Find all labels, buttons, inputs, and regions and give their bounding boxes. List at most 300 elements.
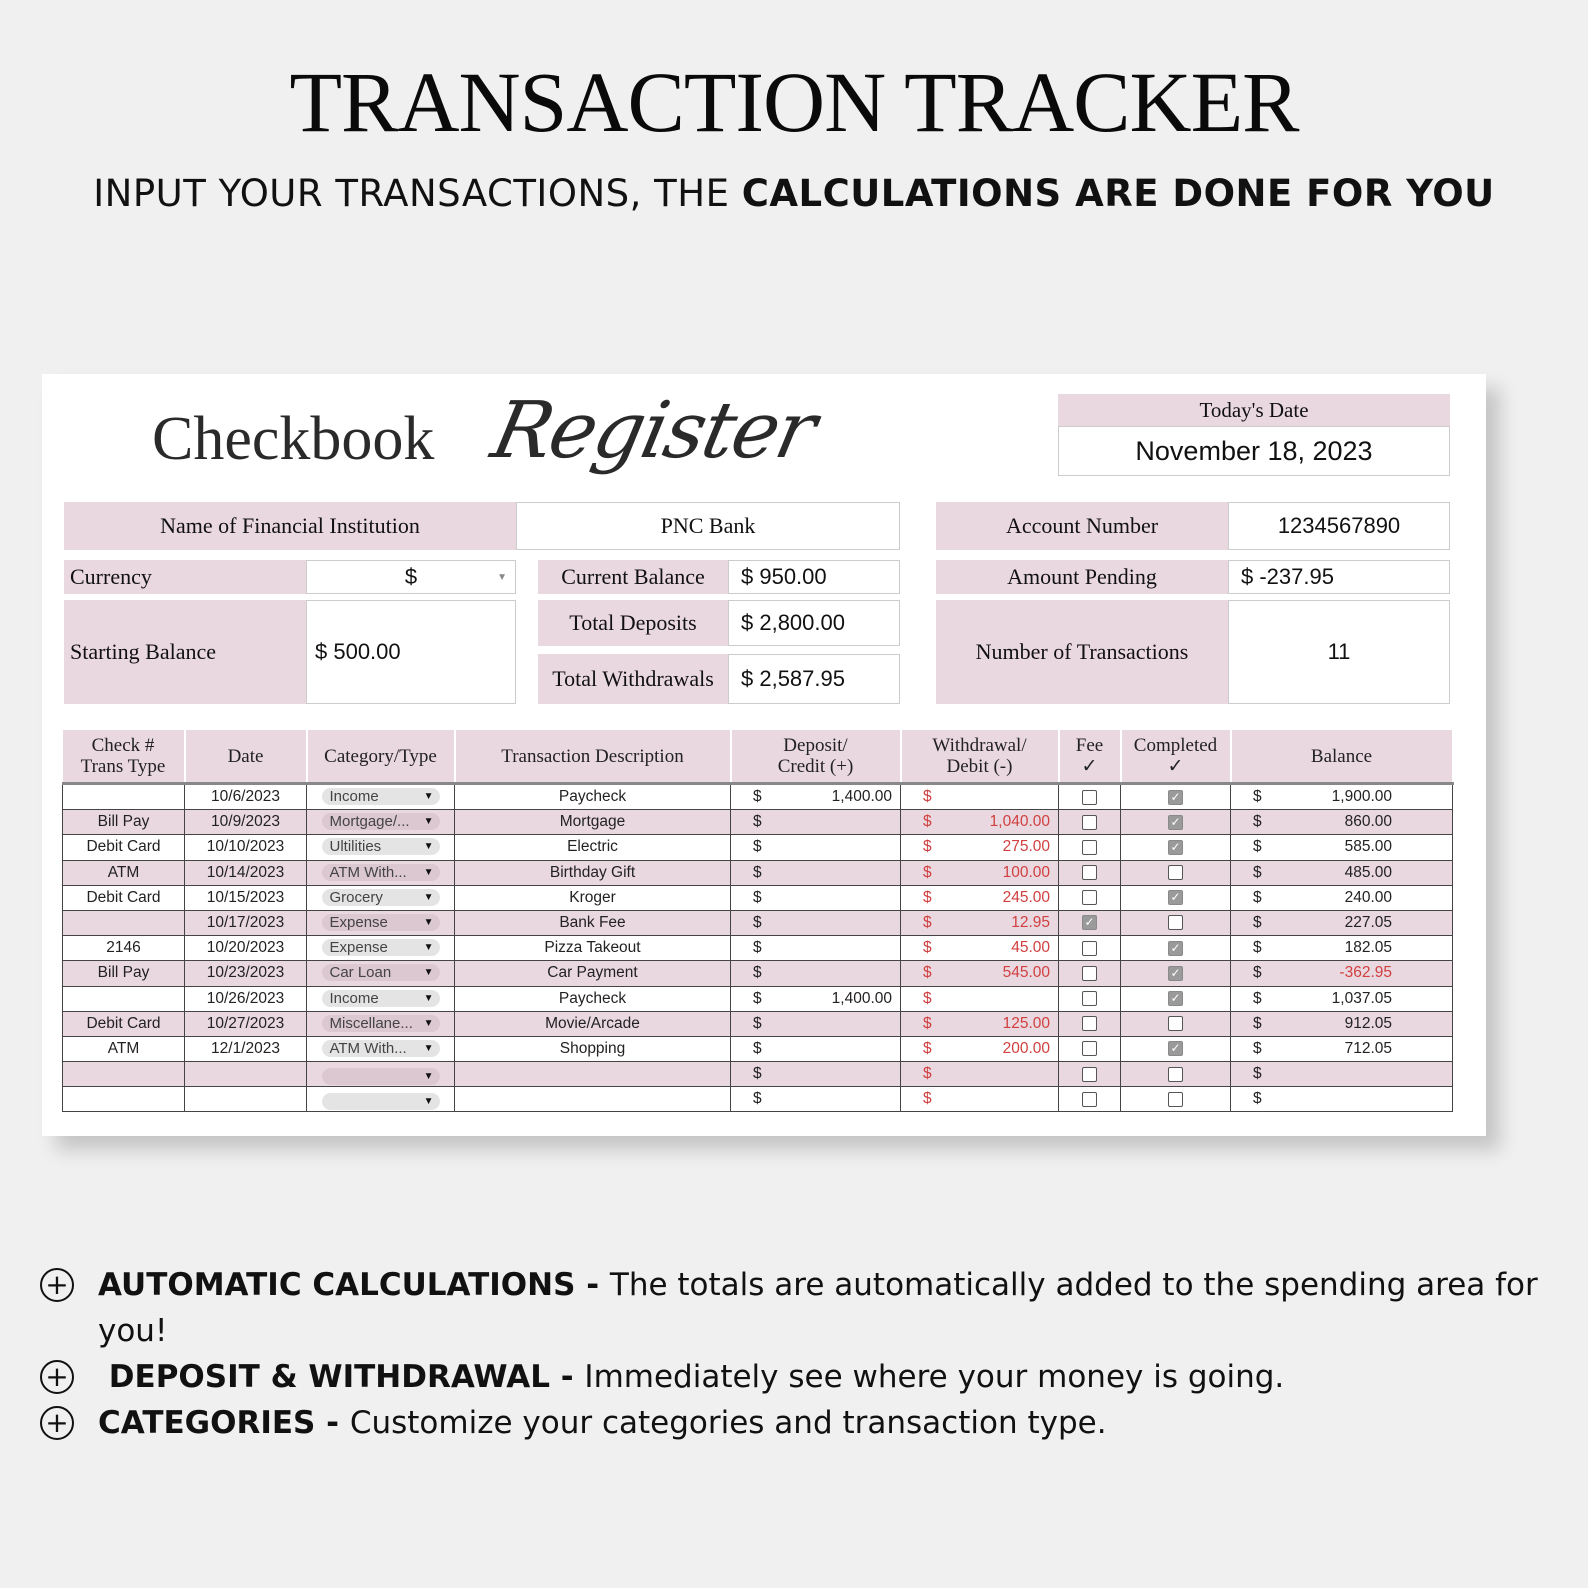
cell-category[interactable] (307, 810, 455, 835)
cell-date[interactable] (185, 1062, 307, 1087)
cell-description[interactable]: Shopping (455, 1036, 731, 1061)
deposit-amount (822, 939, 892, 957)
cell-deposit[interactable] (731, 885, 901, 910)
withdrawal-amount (980, 990, 1050, 1008)
category-value: Miscellane... (329, 1014, 413, 1032)
feature-item (40, 1262, 1540, 1354)
currency-symbol: $ (1253, 914, 1262, 932)
completed-checkbox[interactable]: ✓ (1168, 941, 1183, 956)
category-dropdown[interactable] (322, 1015, 440, 1032)
cell-withdrawal[interactable] (901, 1011, 1059, 1036)
cell-check[interactable]: Bill Pay (63, 810, 185, 835)
currency-symbol: $ (923, 939, 932, 957)
header-deposit-label: Deposit/ Credit (+) (777, 735, 854, 777)
completed-checkbox[interactable] (1168, 865, 1183, 880)
cell-description[interactable] (455, 1087, 731, 1112)
page-subtitle (0, 172, 1588, 215)
logo-checkbook: Checkbook (152, 405, 435, 473)
currency-symbol: $ (1253, 939, 1262, 957)
fee-checkbox[interactable] (1082, 790, 1097, 805)
cell-withdrawal[interactable] (901, 986, 1059, 1011)
cell-description[interactable]: Movie/Arcade (455, 1011, 731, 1036)
num-transactions-value: 11 (1228, 600, 1450, 704)
currency-symbol: $ (753, 939, 762, 957)
caret-down-icon: ▼ (423, 1017, 434, 1029)
feature-bold: CATEGORIES - (98, 1405, 350, 1441)
caret-down-icon: ▼ (423, 866, 434, 878)
category-dropdown[interactable] (322, 990, 440, 1007)
header-description: Transaction Description (455, 730, 731, 784)
currency-symbol: $ (753, 863, 762, 881)
feature-bold: DEPOSIT & WITHDRAWAL - (98, 1359, 585, 1395)
total-withdrawals-label: Total Withdrawals (538, 654, 728, 704)
cell-withdrawal[interactable] (901, 961, 1059, 986)
cell-date[interactable]: 10/26/2023 (185, 986, 307, 1011)
cell-deposit[interactable] (731, 1011, 901, 1036)
currency-symbol: $ (753, 1039, 762, 1057)
table-row (63, 835, 1453, 860)
table-row (63, 810, 1453, 835)
cell-fee (1059, 1062, 1121, 1087)
cell-date[interactable]: 10/27/2023 (185, 1011, 307, 1036)
feature-item (40, 1354, 1540, 1400)
cell-deposit[interactable] (731, 784, 901, 810)
today-date-value[interactable]: November 18, 2023 (1058, 426, 1450, 476)
cell-completed (1121, 810, 1231, 835)
cell-check[interactable]: ATM (63, 1036, 185, 1061)
cell-withdrawal[interactable] (901, 1087, 1059, 1112)
withdrawal-amount: 200.00 (1002, 1039, 1050, 1057)
amount-pending-value: $ -237.95 (1228, 560, 1450, 594)
currency-symbol: $ (753, 888, 762, 906)
header-withdrawal (901, 730, 1059, 784)
plus-circle-icon: + (40, 1268, 74, 1302)
cell-withdrawal[interactable] (901, 1036, 1059, 1061)
cell-fee (1059, 810, 1121, 835)
currency-symbol: $ (1253, 1065, 1262, 1083)
table-row (63, 910, 1453, 935)
cell-check[interactable] (63, 910, 185, 935)
cell-date[interactable]: 10/9/2023 (185, 810, 307, 835)
caret-down-icon: ▼ (423, 841, 434, 853)
currency-symbol: $ (923, 1039, 932, 1057)
cell-description[interactable]: Pizza Takeout (455, 936, 731, 961)
header-date: Date (185, 730, 307, 784)
cell-fee (1059, 936, 1121, 961)
cell-check[interactable]: ATM (63, 860, 185, 885)
completed-checkbox[interactable] (1168, 915, 1183, 930)
fee-checkbox[interactable]: ✓ (1082, 915, 1097, 930)
deposit-amount: 1,400.00 (831, 788, 892, 806)
completed-checkbox[interactable]: ✓ (1168, 815, 1183, 830)
currency-symbol: $ (753, 989, 762, 1007)
caret-down-icon: ▼ (423, 1042, 434, 1054)
category-dropdown[interactable] (322, 838, 440, 855)
feature-text: The totals are automatically added to the spending area for you! (98, 1267, 1538, 1349)
cell-date[interactable]: 12/1/2023 (185, 1036, 307, 1061)
table-row (63, 936, 1453, 961)
cell-withdrawal[interactable] (901, 784, 1059, 810)
cell-completed (1121, 1087, 1231, 1112)
category-dropdown[interactable] (322, 788, 440, 805)
deposit-amount (822, 813, 892, 831)
cell-description[interactable]: Bank Fee (455, 910, 731, 935)
caret-down-icon: ▼ (423, 791, 434, 803)
cell-description[interactable]: Mortgage (455, 810, 731, 835)
fee-checkbox[interactable] (1082, 815, 1097, 830)
currency-symbol: $ (923, 1090, 932, 1108)
cell-completed (1121, 1036, 1231, 1061)
category-dropdown[interactable] (322, 1040, 440, 1057)
logo-register: Register (484, 386, 823, 476)
total-deposits-label: Total Deposits (538, 600, 728, 646)
currency-symbol: $ (753, 1014, 762, 1032)
cell-check[interactable]: Debit Card (63, 835, 185, 860)
header-category: Category/Type (307, 730, 455, 784)
balance-amount: -362.95 (1339, 964, 1392, 982)
num-transactions-label: Number of Transactions (936, 600, 1228, 704)
currency-symbol: $ (753, 1090, 762, 1108)
category-dropdown[interactable] (322, 1068, 440, 1085)
cell-deposit[interactable] (731, 810, 901, 835)
currency-symbol: $ (753, 1065, 762, 1083)
current-balance-value: $ 950.00 (728, 560, 900, 594)
withdrawal-amount: 245.00 (1002, 888, 1050, 906)
amount-pending-label: Amount Pending (936, 560, 1228, 594)
cell-completed (1121, 936, 1231, 961)
fee-checkbox[interactable] (1082, 865, 1097, 880)
balance-amount: 712.05 (1344, 1039, 1392, 1057)
subtitle-plain: INPUT YOUR TRANSACTIONS, THE (93, 172, 742, 215)
category-value: Income (329, 989, 379, 1007)
cell-balance (1231, 860, 1453, 885)
cell-description[interactable]: Electric (455, 835, 731, 860)
cell-completed (1121, 885, 1231, 910)
currency-symbol: $ (753, 788, 762, 806)
balance-amount: 227.05 (1344, 914, 1392, 932)
completed-checkbox[interactable]: ✓ (1168, 790, 1183, 805)
completed-checkbox[interactable] (1168, 1092, 1183, 1107)
cell-fee (1059, 1036, 1121, 1061)
cell-deposit[interactable] (731, 986, 901, 1011)
cell-description[interactable]: Birthday Gift (455, 860, 731, 885)
subtitle-bold: CALCULATIONS ARE DONE FOR YOU (741, 172, 1495, 215)
deposit-amount: 1,400.00 (831, 989, 892, 1007)
header-completed (1121, 730, 1231, 784)
cell-category[interactable] (307, 936, 455, 961)
fee-checkbox[interactable] (1082, 941, 1097, 956)
currency-symbol: $ (923, 964, 932, 982)
caret-down-icon: ▼ (423, 967, 434, 979)
cell-date[interactable]: 10/6/2023 (185, 784, 307, 810)
category-value: Mortgage/... (329, 813, 410, 831)
currency-symbol: $ (1253, 888, 1262, 906)
register-table (62, 730, 1454, 1112)
cell-date[interactable]: 10/14/2023 (185, 860, 307, 885)
caret-down-icon: ▼ (423, 992, 434, 1004)
cell-balance (1231, 810, 1453, 835)
cell-category[interactable] (307, 885, 455, 910)
cell-deposit[interactable] (731, 835, 901, 860)
cell-completed (1121, 910, 1231, 935)
balance-amount (1322, 1065, 1392, 1083)
total-withdrawals-value: $ 2,587.95 (728, 654, 900, 704)
caret-down-icon: ▼ (423, 942, 434, 954)
currency-symbol: $ (753, 813, 762, 831)
category-dropdown[interactable] (322, 864, 440, 881)
withdrawal-amount (980, 1090, 1050, 1108)
header-check-label: Check # Trans Type (80, 735, 166, 777)
completed-checkbox[interactable]: ✓ (1168, 991, 1183, 1006)
header-withdrawal-label: Withdrawal/ Debit (-) (932, 735, 1027, 777)
cell-date[interactable]: 10/23/2023 (185, 961, 307, 986)
withdrawal-amount (980, 1065, 1050, 1083)
currency-symbol: $ (1253, 1014, 1262, 1032)
cell-category[interactable] (307, 860, 455, 885)
completed-checkbox[interactable]: ✓ (1168, 966, 1183, 981)
cell-withdrawal[interactable] (901, 860, 1059, 885)
cell-balance (1231, 1036, 1453, 1061)
cell-balance (1231, 885, 1453, 910)
table-row (63, 1011, 1453, 1036)
cell-balance (1231, 986, 1453, 1011)
category-value: Income (329, 788, 379, 806)
cell-completed (1121, 986, 1231, 1011)
cell-category[interactable] (307, 986, 455, 1011)
cell-completed (1121, 1062, 1231, 1087)
category-value: Grocery (329, 888, 383, 906)
cell-description[interactable]: Paycheck (455, 986, 731, 1011)
completed-checkbox[interactable]: ✓ (1168, 1041, 1183, 1056)
table-row (63, 860, 1453, 885)
withdrawal-amount: 1,040.00 (989, 813, 1050, 831)
deposit-amount (822, 964, 892, 982)
balance-amount: 485.00 (1344, 863, 1392, 881)
deposit-amount (822, 889, 892, 907)
deposit-amount (822, 1040, 892, 1058)
withdrawal-amount: 545.00 (1002, 964, 1050, 982)
currency-symbol: $ (1253, 813, 1262, 831)
cell-category[interactable] (307, 835, 455, 860)
header-balance: Balance (1231, 730, 1453, 784)
cell-check[interactable]: Bill Pay (63, 961, 185, 986)
table-header-row (63, 730, 1453, 784)
completed-checkbox[interactable]: ✓ (1168, 890, 1183, 905)
deposit-amount (822, 864, 892, 882)
header-fee (1059, 730, 1121, 784)
balance-amount: 860.00 (1344, 813, 1392, 831)
currency-symbol: $ (753, 838, 762, 856)
cell-check[interactable]: Debit Card (63, 885, 185, 910)
balance-amount: 182.05 (1344, 939, 1392, 957)
deposit-amount (822, 838, 892, 856)
plus-circle-icon: + (40, 1360, 74, 1394)
cell-deposit[interactable] (731, 1062, 901, 1087)
fee-checkbox[interactable] (1082, 890, 1097, 905)
fee-checkbox[interactable] (1082, 966, 1097, 981)
caret-down-icon: ▼ (423, 1070, 434, 1082)
currency-symbol: $ (1253, 863, 1262, 881)
category-value: Expense (329, 914, 388, 932)
cell-balance (1231, 1087, 1453, 1112)
category-dropdown[interactable] (322, 939, 440, 956)
cell-deposit[interactable] (731, 1087, 901, 1112)
currency-symbol: $ (1253, 989, 1262, 1007)
cell-withdrawal[interactable] (901, 910, 1059, 935)
currency-symbol: $ (753, 964, 762, 982)
cell-category[interactable] (307, 1087, 455, 1112)
starting-balance-value[interactable]: $ 500.00 (306, 600, 516, 704)
caret-down-icon: ▼ (423, 891, 434, 903)
cell-balance (1231, 910, 1453, 935)
currency-symbol: $ (923, 1065, 932, 1083)
cell-balance (1231, 784, 1453, 810)
plus-circle-icon: + (40, 1406, 74, 1440)
currency-symbol: $ (1253, 788, 1262, 806)
cell-deposit[interactable] (731, 860, 901, 885)
category-value: ATM With... (329, 1039, 407, 1057)
feature-list (40, 1262, 1540, 1446)
cell-withdrawal[interactable] (901, 835, 1059, 860)
cell-deposit[interactable] (731, 961, 901, 986)
completed-checkbox[interactable] (1168, 1016, 1183, 1031)
cell-check[interactable] (63, 1062, 185, 1087)
table-row (63, 885, 1453, 910)
cell-fee (1059, 961, 1121, 986)
cell-check[interactable] (63, 986, 185, 1011)
checkbook-sheet (42, 374, 1486, 1136)
cell-check[interactable] (63, 784, 185, 810)
currency-symbol: $ (923, 1014, 932, 1032)
cell-description[interactable] (455, 1062, 731, 1087)
table-row (63, 961, 1453, 986)
cell-description[interactable]: Kroger (455, 885, 731, 910)
feature-text: Customize your categories and transaction type. (349, 1405, 1107, 1441)
cell-withdrawal[interactable] (901, 810, 1059, 835)
institution-value[interactable]: PNC Bank (516, 502, 900, 550)
fee-checkbox[interactable] (1082, 840, 1097, 855)
table-row (63, 784, 1453, 810)
deposit-amount (822, 914, 892, 932)
fee-checkbox[interactable] (1082, 1041, 1097, 1056)
balance-amount: 240.00 (1344, 888, 1392, 906)
category-dropdown[interactable] (322, 813, 440, 830)
currency-symbol: $ (923, 788, 932, 806)
currency-select[interactable] (306, 560, 516, 594)
cell-withdrawal[interactable] (901, 885, 1059, 910)
fee-checkbox[interactable] (1082, 1092, 1097, 1107)
cell-category[interactable] (307, 961, 455, 986)
cell-fee (1059, 910, 1121, 935)
cell-completed (1121, 860, 1231, 885)
header-check (63, 730, 185, 784)
cell-fee (1059, 1087, 1121, 1112)
withdrawal-amount: 100.00 (1002, 863, 1050, 881)
cell-date[interactable] (185, 1087, 307, 1112)
cell-category[interactable] (307, 1011, 455, 1036)
cell-check[interactable]: 2146 (63, 936, 185, 961)
category-dropdown[interactable] (322, 964, 440, 981)
currency-symbol: $ (1253, 838, 1262, 856)
fee-checkbox[interactable] (1082, 1016, 1097, 1031)
withdrawal-amount: 45.00 (1011, 939, 1050, 957)
currency-symbol: $ (923, 863, 932, 881)
cell-withdrawal[interactable] (901, 1062, 1059, 1087)
cell-description[interactable]: Car Payment (455, 961, 731, 986)
cell-date[interactable]: 10/10/2023 (185, 835, 307, 860)
currency-symbol: $ (923, 888, 932, 906)
balance-amount: 912.05 (1344, 1014, 1392, 1032)
caret-down-icon: ▼ (423, 917, 434, 929)
cell-balance (1231, 1062, 1453, 1087)
cell-category[interactable] (307, 784, 455, 810)
header-fee-label: Fee ✓ (1075, 735, 1104, 777)
cell-deposit[interactable] (731, 910, 901, 935)
currency-symbol: $ (753, 914, 762, 932)
register-body (63, 784, 1453, 1112)
account-number-value[interactable]: 1234567890 (1228, 502, 1450, 550)
fee-checkbox[interactable] (1082, 991, 1097, 1006)
currency-label: Currency (64, 560, 306, 594)
cell-completed (1121, 1011, 1231, 1036)
caret-down-icon: ▼ (423, 816, 434, 828)
cell-date[interactable]: 10/17/2023 (185, 910, 307, 935)
cell-balance (1231, 835, 1453, 860)
currency-symbol: $ (923, 989, 932, 1007)
cell-fee (1059, 784, 1121, 810)
table-row (63, 986, 1453, 1011)
cell-category[interactable] (307, 910, 455, 935)
page-title: TRANSACTION TRACKER (289, 54, 1299, 150)
category-dropdown[interactable] (322, 914, 440, 931)
cell-category[interactable] (307, 1062, 455, 1087)
cell-category[interactable] (307, 1036, 455, 1061)
cell-check[interactable]: Debit Card (63, 1011, 185, 1036)
cell-check[interactable] (63, 1087, 185, 1112)
withdrawal-amount: 125.00 (1002, 1014, 1050, 1032)
category-dropdown[interactable] (322, 889, 440, 906)
completed-checkbox[interactable] (1168, 1067, 1183, 1082)
fee-checkbox[interactable] (1082, 1067, 1097, 1082)
chevron-down-icon: ▼ (497, 571, 507, 583)
category-dropdown[interactable] (322, 1093, 440, 1110)
cell-withdrawal[interactable] (901, 936, 1059, 961)
cell-description[interactable]: Paycheck (455, 784, 731, 810)
deposit-amount (822, 1015, 892, 1033)
cell-date[interactable]: 10/15/2023 (185, 885, 307, 910)
cell-deposit[interactable] (731, 1036, 901, 1061)
completed-checkbox[interactable]: ✓ (1168, 840, 1183, 855)
currency-value: $ (404, 564, 418, 589)
table-row (63, 1087, 1453, 1112)
cell-fee (1059, 860, 1121, 885)
category-value: Ultilities (329, 838, 382, 856)
cell-date[interactable]: 10/20/2023 (185, 936, 307, 961)
total-deposits-value: $ 2,800.00 (728, 600, 900, 646)
balance-amount: 1,900.00 (1331, 788, 1392, 806)
cell-balance (1231, 936, 1453, 961)
table-row (63, 1036, 1453, 1061)
withdrawal-amount: 12.95 (1011, 914, 1050, 932)
balance-amount: 585.00 (1344, 838, 1392, 856)
account-number-label: Account Number (936, 502, 1228, 550)
withdrawal-amount: 275.00 (1002, 838, 1050, 856)
cell-deposit[interactable] (731, 936, 901, 961)
institution-label: Name of Financial Institution (64, 502, 516, 550)
cell-fee (1059, 1011, 1121, 1036)
cell-fee (1059, 986, 1121, 1011)
cell-completed (1121, 784, 1231, 810)
